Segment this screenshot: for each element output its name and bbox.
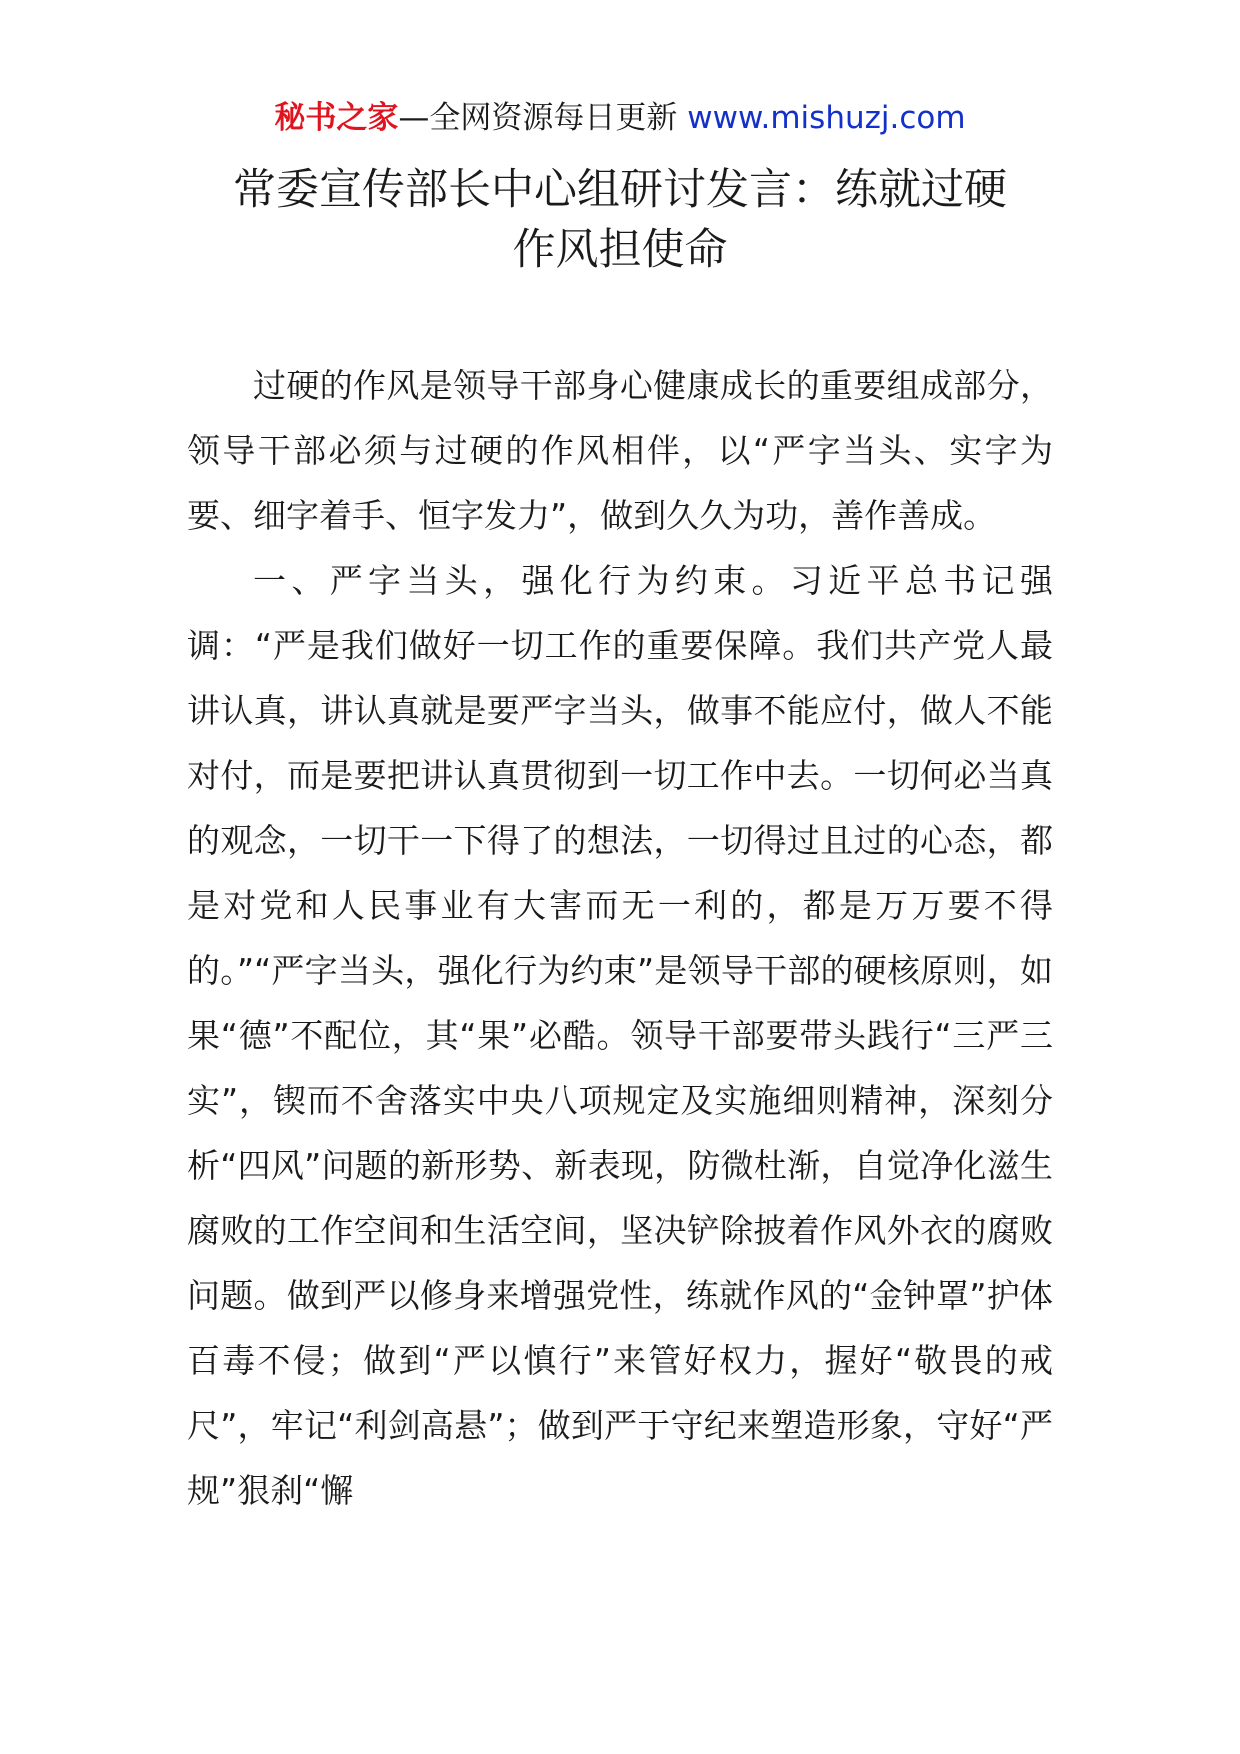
document-title [160,160,1080,280]
document-title-line-1: 常委宣传部长中心组研讨发言：练就过硬 [233,165,1007,215]
site-url-link[interactable]: www.mishuzj.com [687,100,966,136]
paragraph-section-1: 一、严字当头，强化行为约束。习近平总书记强调：“严是我们做好一切工作的重要保障。我们共产党人最讲认真，讲认真就是要严字当头，做事不能应付，做人不能对付，而是要把讲认真贯彻到一切工作中去。一切何必当真的观念，一切干一下得了的想法，一切得过且过的心态，都是对党和人民事业有大害而无一利的，都是万万要不得的。”“严字当头，强化行为约束”是领导干部的硬核原则，如果“德”不配位，其“果”必酷。领导干部要带头践行“三严三实”，锲而不舍落实中央八项规定及实施细则精神，深刻分析“四风”问题的新形势、新表现，防微杜渐，自觉净化滋生腐败的工作空间和生活空间，坚决铲除披着作风外衣的腐败问题。做到严以修身来增强党性，练就作风的“金钟罩”护体百毒不侵；做到“严以慎行”来管好权力，握好“敬畏的戒尺”，牢记“利剑高悬”；做到严于守纪来塑造形象，守好“严规”狠刹“懈 [187,561,1053,1510]
site-tagline: —全网资源每日更新 [398,100,678,136]
paragraph-intro: 过硬的作风是领导干部身心健康成长的重要组成部分，领导干部必须与过硬的作风相伴，以“严字当头、实字为要、细字着手、恒字发力”，做到久久为功，善作善成。 [187,366,1053,535]
site-header [0,98,1240,138]
document-body [187,353,1053,1523]
site-brand: 秘书之家 [274,100,399,136]
document-title-line-2: 作风担使命 [512,225,728,275]
